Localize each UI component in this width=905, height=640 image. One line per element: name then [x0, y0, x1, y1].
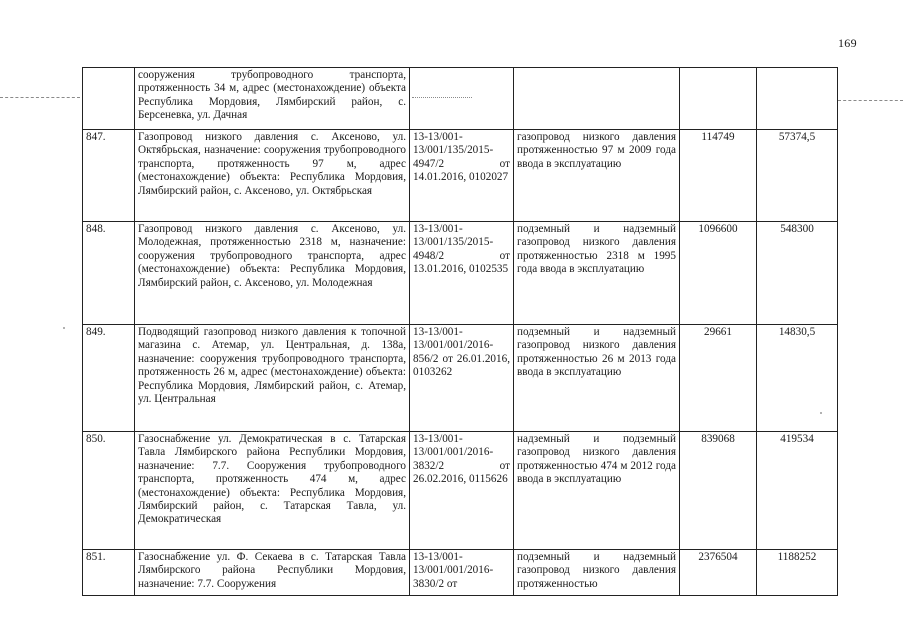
registration-record: 13-13/001-13/001/001/2016-3830/2 от [410, 550, 514, 596]
scan-artifact-line [0, 97, 80, 98]
object-name: Газопровод низкого давления с. Аксеново, ул. Молодежная, протяженностью 2318 м, назначение: сооружения трубопроводного транспорта, адрес (местонахождение) объекта: Республика Мордовия, Лямбирский район, с. Аксеново, ул. Молодежная [135, 222, 410, 325]
book-value: 2376504 [680, 550, 757, 596]
book-value: 114749 [680, 130, 757, 222]
book-value: 29661 [680, 325, 757, 432]
object-name: Газоснабжение ул. Демократическая в с. Татарская Тавла Лямбирского района Республики Мордовия, назначение: 7.7. Сооружения трубопроводного транспорта, протяженность 474 м, адрес (местонахождение) объекта: Республика Мордовия, Лямбирский район, с. Татарская Тавла, ул. Демократическая [135, 432, 410, 550]
row-number: 850. [83, 432, 135, 550]
row-number: 851. [83, 550, 135, 596]
object-description: подземный и надземный газопровод низкого давления протяженностью [514, 550, 680, 596]
residual-value: 548300 [757, 222, 838, 325]
scan-artifact-line [838, 100, 903, 101]
row-number: 847. [83, 130, 135, 222]
registration-record: 13-13/001-13/001/135/2015-4948/2 от 13.01.2016, 0102535 [410, 222, 514, 325]
object-description: газопровод низкого давления протяженностью 97 м 2009 года ввода в эксплуатацию [514, 130, 680, 222]
table-row [83, 432, 838, 550]
object-name: Газопровод низкого давления с. Аксеново, ул. Октябрьская, назначение: сооружения трубопроводного транспорта, протяженность 97 м, адрес (местонахождение) объекта: Республика Мордовия, Лямбирский район, с. Аксеново, ул. Октябрьская [135, 130, 410, 222]
table-row [83, 325, 838, 432]
book-value: 1096600 [680, 222, 757, 325]
residual-value [757, 68, 838, 130]
row-number [83, 68, 135, 130]
object-name: Газоснабжение ул. Ф. Секаева в с. Татарская Тавла Лямбирского района Республики Мордовия, назначение: 7.7. Сооружения [135, 550, 410, 596]
table-row [83, 68, 838, 130]
object-name: Подводящий газопровод низкого давления к топочной магазина с. Атемар, ул. Центральная, д. 138а, назначение: сооружения трубопроводного транспорта, протяженность 26 м, адрес (местонахождение) объекта: Республика Мордовия, Лямбирский район, с. Атемар, ул. Центральная [135, 325, 410, 432]
row-number: 849. [83, 325, 135, 432]
residual-value: 419534 [757, 432, 838, 550]
object-description: подземный и надземный газопровод низкого давления протяженностью 26 м 2013 года ввода в эксплуатацию [514, 325, 680, 432]
registration-record: 13-13/001-13/001/001/2016-856/2 от 26.01.2016, 0103262 [410, 325, 514, 432]
table-row [83, 222, 838, 325]
table-row [83, 130, 838, 222]
registration-record: 13-13/001-13/001/135/2015-4947/2 от 14.01.2016, 0102027 [410, 130, 514, 222]
object-description [514, 68, 680, 130]
object-description: надземный и подземный газопровод низкого давления протяженностью 474 м 2012 года ввода в эксплуатацию [514, 432, 680, 550]
residual-value: 57374,5 [757, 130, 838, 222]
table-row [83, 550, 838, 596]
property-registry-table [82, 67, 838, 596]
row-number: 848. [83, 222, 135, 325]
object-description: подземный и надземный газопровод низкого давления протяженностью 2318 м 1995 года ввода в эксплуатацию [514, 222, 680, 325]
object-name: сооружения трубопроводного транспорта, протяженность 34 м, адрес (местонахождение) объекта Республика Мордовия, Лямбирский район, с. Берсеневка, ул. Дачная [135, 68, 410, 130]
residual-value: 14830,5 [757, 325, 838, 432]
scan-artifact-dot [63, 327, 65, 329]
residual-value: 1188252 [757, 550, 838, 596]
book-value: 839068 [680, 432, 757, 550]
registration-record [410, 68, 514, 130]
book-value [680, 68, 757, 130]
page-number: 169 [838, 36, 857, 50]
registration-record: 13-13/001-13/001/001/2016-3832/2 от 26.02.2016, 0115626 [410, 432, 514, 550]
